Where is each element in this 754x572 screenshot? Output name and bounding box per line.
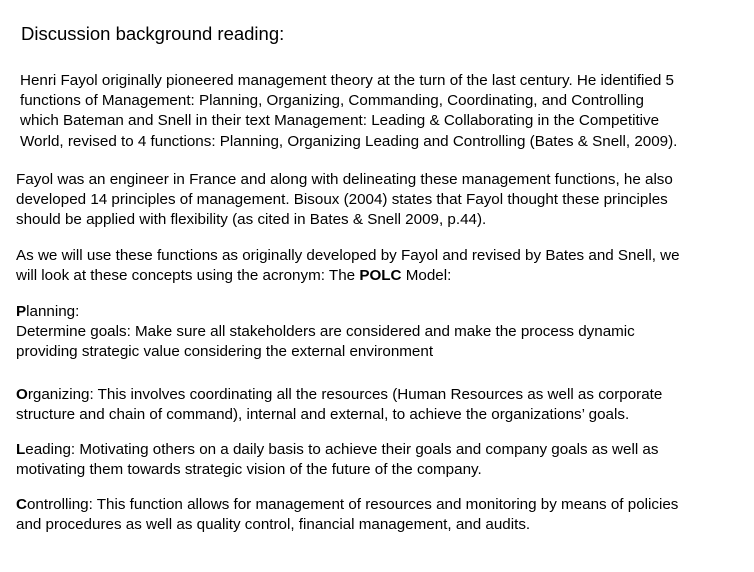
leading-line-1: [16, 440, 658, 460]
fayol-line-1: Fayol was an engineer in France and along with delineating these management functions, he also: [16, 171, 673, 188]
controlling-line-2: and procedures as well as quality control, financial management, and audits.: [16, 516, 531, 534]
planning-line-1: Determine goals: Make sure all stakeholders are considered and make the process dynamic: [16, 323, 635, 341]
organizing-line-2: structure and chain of command), internal and external, to achieve the organizations’ goals.: [16, 406, 630, 424]
intro-line-1: Henri Fayol originally pioneered management theory at the turn of the last century. He identified 5: [20, 72, 674, 89]
controlling-initial: C: [16, 496, 27, 513]
controlling-section: [16, 495, 678, 535]
intro-paragraph: [20, 71, 677, 152]
intro-line-4: World, revised to 4 functions: Planning, Organizing Leading and Controlling (Bates & Snell, 2009).: [20, 132, 678, 150]
intro-line-3: which Bateman and Snell in their text Management: Leading & Collaborating in the Competitive: [20, 112, 660, 130]
leading-section: [16, 440, 658, 480]
polc-intro-line-1: As we will use these functions as originally developed by Fayol and revised by Bates and Snell, we: [16, 247, 680, 264]
controlling-line-1: [16, 495, 678, 515]
planning-title-rest: lanning:: [26, 303, 80, 320]
fayol-paragraph: [16, 170, 673, 231]
polc-model-text: Model:: [401, 267, 452, 285]
planning-section: [16, 302, 635, 363]
organizing-initial: O: [16, 386, 28, 403]
leading-line-1-rest: eading: Motivating others on a daily basis to achieve their goals and company goals as well as: [25, 441, 659, 458]
organizing-line-1: [16, 385, 662, 405]
fayol-line-2: developed 14 principles of management. Bisoux (2004) states that Fayol thought these principles: [16, 191, 668, 209]
controlling-line-1-rest: ontrolling: This function allows for management of resources and monitoring by means of policies: [26, 496, 679, 513]
polc-intro-text: will look at these concepts using the acronym: The: [16, 267, 360, 285]
page-heading: Discussion background reading:: [21, 23, 285, 44]
planning-line-2: providing strategic value considering the external environment: [16, 343, 434, 361]
fayol-line-3: should be applied with flexibility (as cited in Bates & Snell 2009, p.44).: [16, 211, 487, 229]
planning-title: [16, 302, 635, 322]
intro-line-2: functions of Management: Planning, Organizing, Commanding, Coordinating, and Controlling: [20, 92, 644, 110]
leading-initial: L: [16, 441, 26, 458]
polc-intro-paragraph: [16, 246, 680, 286]
organizing-section: [16, 385, 662, 425]
leading-line-2: motivating them towards strategic vision of the future of the company.: [16, 461, 482, 479]
polc-acronym: POLC: [359, 267, 402, 285]
organizing-line-1-rest: rganizing: This involves coordinating all the resources (Human Resources as well as corporate: [27, 386, 663, 403]
polc-intro-line-2: [16, 266, 680, 286]
planning-initial: P: [16, 303, 27, 320]
